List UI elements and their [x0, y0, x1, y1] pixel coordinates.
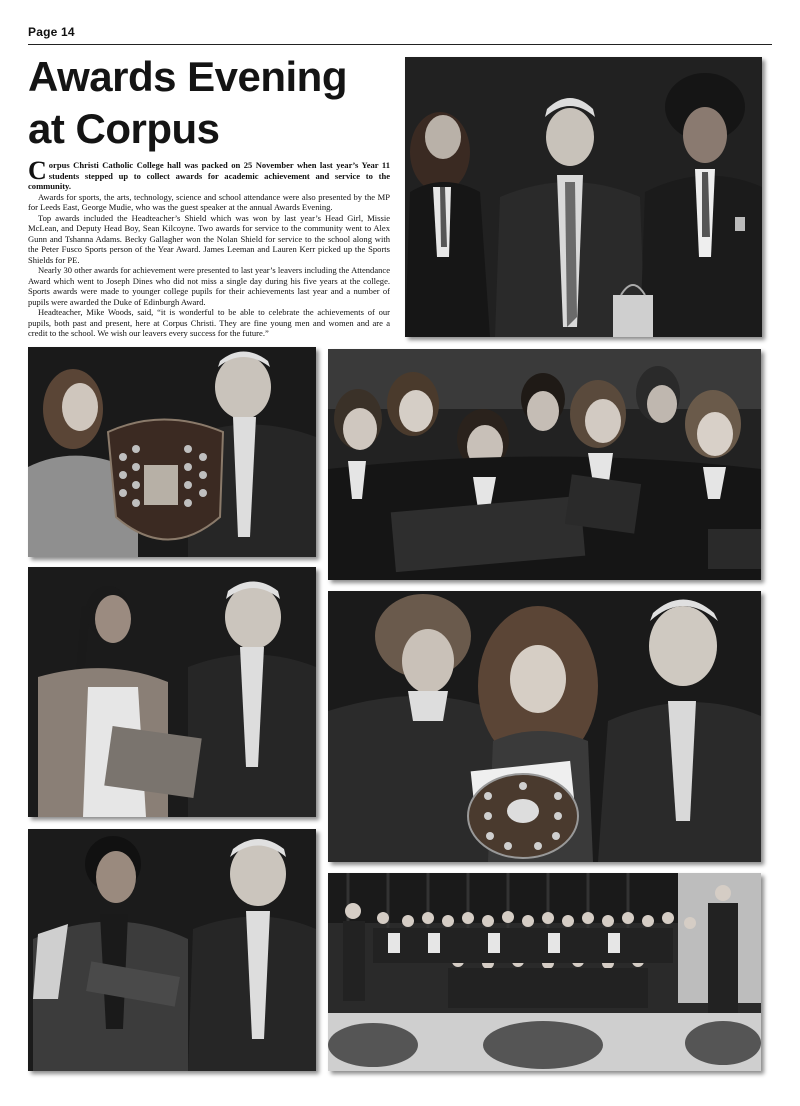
header-rule [28, 44, 772, 45]
photo-shield-presentation [28, 347, 316, 557]
lead-text: orpus Christi Catholic College hall was packed on 25 November when last year’s Year 11 students stepped up to collect awards for academic achievement and service to the community. [28, 160, 390, 191]
photo-certificate-presentation [28, 829, 316, 1071]
article-paragraph-2: Top awards included the Headteacher’s Shield which was won by last year’s Head Girl, Missie McLean, and Deputy Head Boy, Sean Kilcoyne. Two awards for service to the community went to Alex Gunn and Tshanna Adams. Becky Gallagher won the Nolan Shield for service to the school along with the Peter Fusco Sports person of the Year Award. James Leeman and Lauren Kerr picked up the Sports Shields for PE. [28, 212, 390, 265]
headline [28, 51, 388, 155]
photo-award-presentation-trio [405, 57, 762, 337]
page-number: Page 14 [28, 25, 75, 39]
headline-line-2: at Corpus [28, 105, 220, 152]
drop-cap: C [28, 156, 47, 185]
photo-envelope-presentation [28, 567, 316, 817]
article-paragraph-1: Awards for sports, the arts, technology, science and school attendance were also presented by the MP for Leeds East, George Mudie, who was the guest speaker at the annual Awards Evening. [28, 191, 390, 212]
photo-choir-singing [328, 349, 761, 580]
headline-line-1: Awards Evening [28, 53, 347, 100]
article-paragraph-3: Nearly 30 other awards for achievement were presented to last year’s leavers including the Attendance Award which went to Joseph Dines who did not miss a single day during his five years at the college. Sports awards were made to younger college pupils for their achievements last year and a number of pupils were awarded the Duke of Edinburgh Award. [28, 265, 390, 307]
article-body [28, 156, 390, 339]
photo-shield-trio [328, 591, 761, 862]
photo-group-on-stage [328, 873, 761, 1071]
article-lead [28, 156, 390, 192]
article-paragraph-4: Headteacher, Mike Woods, said, “it is wonderful to be able to celebrate the achievements of our pupils, both past and present, here at Corpus Christi. They are fine young men and women and are a credit to the school. We wish our leavers every success for the future.” [28, 307, 390, 338]
